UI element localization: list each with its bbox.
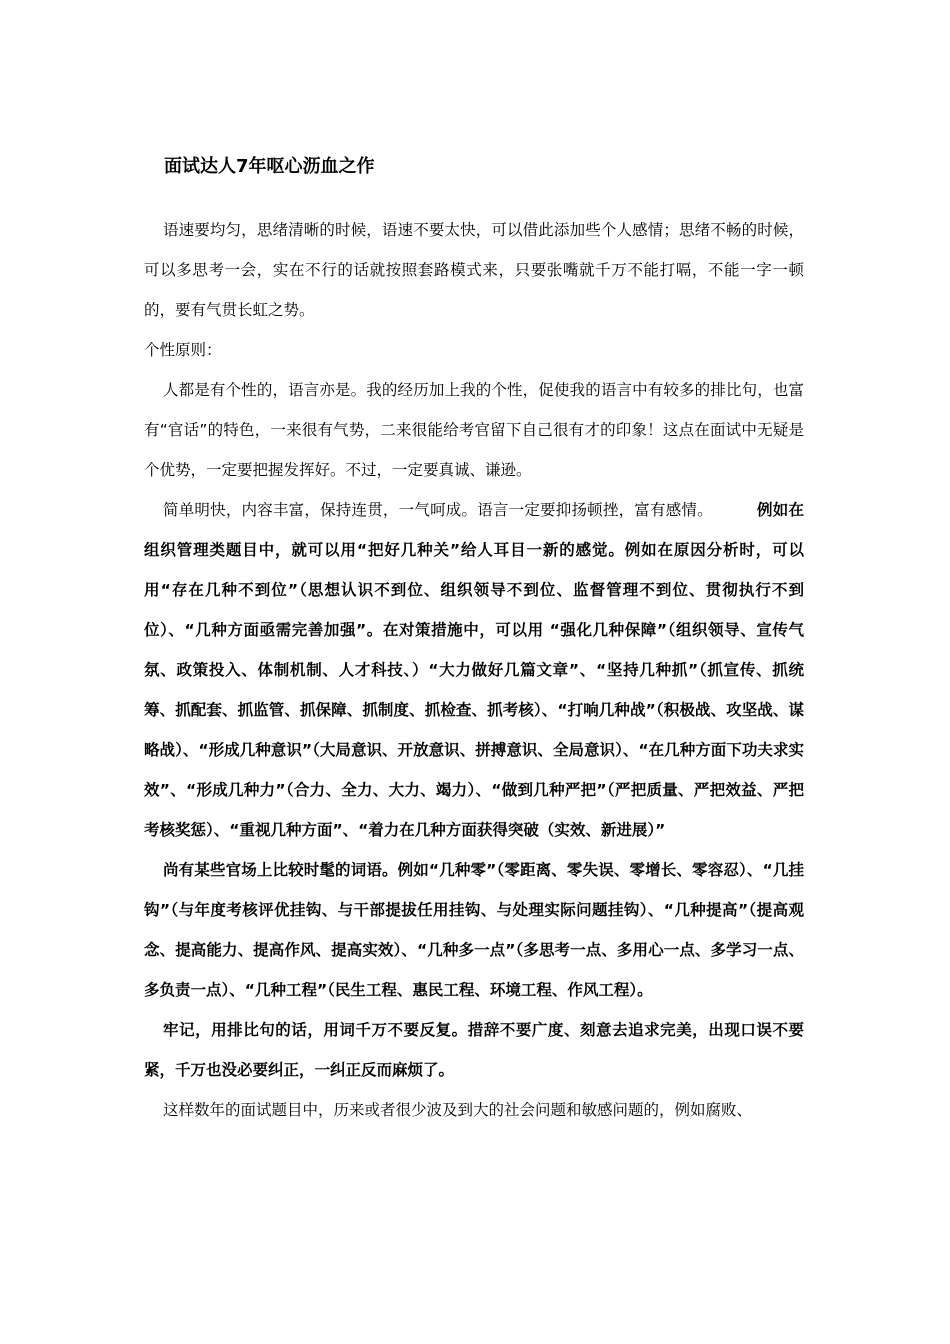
paragraph-exam-topics: 这样数年的面试题目中，历来或者很少波及到大的社会问题和敏感问题的，例如腐败、 <box>163 1101 753 1119</box>
document-title: 面试达人7年呕心沥血之作 <box>164 156 375 177</box>
paragraph-remember: 牢记，用排比句的话，用词千万不要反复。措辞不要广度、刻意去追求完美，出现口误不要紧，千万也没必要纠正，一纠正反而麻烦了。 <box>144 1021 804 1079</box>
paragraph-speech-speed: 语速要均匀，思绪清晰的时候，语速不要太快，可以借此添加些个人感情；思绪不畅的时候，可以多思考一会，实在不行的话就按照套路模式来，只要张嘴就千万不能打嗝，不能一字一顿的，要有气贯长虹之势。 <box>144 221 804 319</box>
examples-bold-text: 例如在组织管理类题目中，就可以用“把好几种关”给人耳目一新的感觉。例如在原因分析时，可以用“存在几种不到位”（思想认识不到位、组织领导不到位、监督管理不到位、贯彻执行不到位）、“几种方面亟需完善加强”。在对策措施中，可以用 “强化几种保障”（组织领导、宣传气氛、政策投入、体制机制、人才科技、）“大力做好几篇文章”、“坚持几种抓”（抓宣传、抓统筹、抓配套、抓监管、抓保障、抓制度、抓检查、抓考核）、“打响几种战”（积极战、攻坚战、谋略战）、“形成几种意识”（大局意识、开放意识、拼搏意识、全局意识）、“在几种方面下功夫求实效”、“形成几种力”（合力、全力、大力、竭力）、“做到几种严把”（严把质量、严把效益、严把考核奖惩）、“重视几种方面”、“着力在几种方面获得突破（实效、新进展）” <box>144 501 804 839</box>
examples-intro-text: 简单明快，内容丰富，保持连贯，一气呵成。语言一定要抑扬顿挫，富有感情。 <box>163 501 713 519</box>
paragraph-fashionable-terms: 尚有某些官场上比较时髦的词语。例如“几种零”（零距离、零失误、零增长、零容忍）、“几挂钩”（与年度考核评优挂钩、与干部提拔任用挂钩、与处理实际问题挂钩）、“几种提高”（提高观念、提高能力、提高作风、提高实效）、“几种多一点”（多思考一点、多用心一点、多学习一点、多负责一点）、“几种工程”（民生工程、惠民工程、环境工程、作风工程）。 <box>144 861 804 999</box>
paragraph-examples <box>144 490 804 850</box>
paragraph-personality: 人都是有个性的，语言亦是。我的经历加上我的个性，促使我的语言中有较多的排比句，也富有“官话”的特色，一来很有气势，二来很能给考官留下自己很有才的印象！这点在面试中无疑是个优势，一定要把握发挥好。不过，一定要真诚、谦逊。 <box>144 381 804 479</box>
paragraph-personality-heading: 个性原则： <box>144 341 222 359</box>
document-body <box>144 210 804 1130</box>
